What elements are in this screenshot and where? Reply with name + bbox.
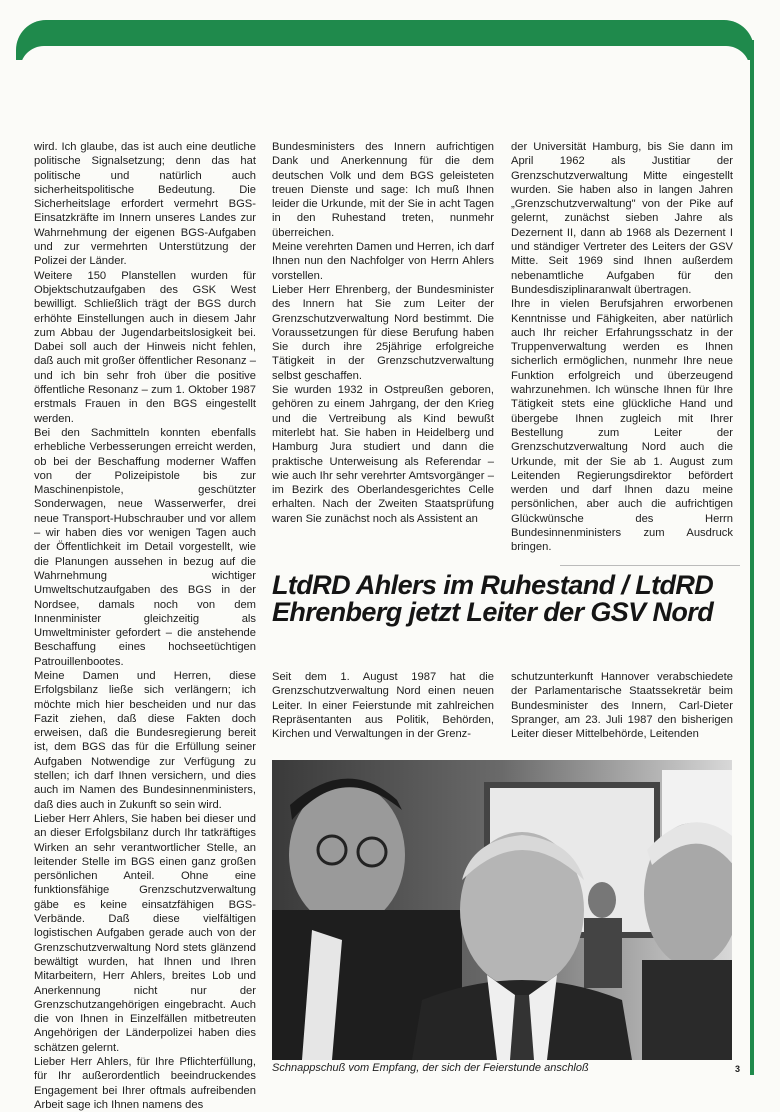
paragraph: der Universität Hamburg, bis Sie dann im April 1962 als Justitiar der Grenzschutzverwaltung Mitte eingestellt wurden. Sie haben also in langen Jahren „Grenzschutzverwaltung" von der Pike auf gelernt, zunächst sieben Jahre als Dezernent II, dann ab 1968 als Dezernent I und ständiger Vertreter des Leiters der GSV Mitte. Seit 1969 sind Ihnen außerdem nebenamtliche Aufgaben für den Bundesdisziplinaranwalt übertragen.: [511, 141, 733, 296]
paragraph: Lieber Herr Ehrenberg, der Bundesminister des Innern hat Sie zum Leiter der Grenzschutzverwaltung Nord bestimmt. Die Voraussetzungen für diese Berufung haben Sie durch ihre 25jährige erfolgreiche Tätigkeit in der Grenzschutzverwaltung selbst geschaffen.: [272, 283, 494, 382]
article-column-5: [511, 670, 733, 741]
paragraph: Lieber Herr Ahlers, Sie haben bei dieser und an dieser Erfolgsbilanz durch Ihr tatkräftiges Wirken an sehr verantwortlicher Stelle, an leitender Stelle im BGS einen ganz großen persönlichen Anteil. Ohne eine funktionsfähige Grenzschutzverwaltung gäbe es keine einsatzfähigen BGS-Verbände. Daß diese vielfältigen logistischen Aufgaben gerade auch von der Grenzschutzverwaltung Nord stets glänzend bewältigt wurden, hat Ihnen und Ihren Mitarbeitern, Herr Ahlers, breites Lob und Anerkennung nicht nur der Grenzschutzangehörigen eingebracht. Auch die von Ihnen in Einzelfällen mitbetreuten Angehörigen der Länderpolizei haben dies schätzen gelernt.: [34, 812, 256, 1054]
paragraph: Bundesministers des Innern aufrichtigen Dank und Anerkennung für die dem deutschen Volk und dem BGS geleisteten treuen Dienste und sage: Ich muß Ihnen leider die Urkunde, mit der Sie in acht Tagen in den Ruhestand treten, nunmehr überreichen.: [272, 141, 494, 239]
paragraph: Meine verehrten Damen und Herren, ich darf Ihnen nun den Nachfolger von Herrn Ahlers vorstellen.: [272, 241, 494, 282]
paragraph: schutzunterkunft Hannover verabschiedete der Parlamentarische Staatssekretär beim Bundesminister des Innern, Carl-Dieter Spranger, am 23. Juli 1987 den bisherigen Leiter dieser Mittelbehörde, Leitenden: [511, 671, 733, 741]
photo-caption: Schnappschuß vom Empfang, der sich der Feierstunde anschloß: [272, 1062, 589, 1074]
reception-photo: [272, 760, 732, 1060]
paragraph: Lieber Herr Ahlers, für Ihre Pflichterfüllung, für Ihr außerordentlich beeindruckendes Engagement bei Ihrer oftmals aufreibenden Arbeit sage ich Ihnen namens des: [34, 1056, 256, 1111]
divider: [560, 565, 740, 566]
article-column-1: [34, 140, 256, 1112]
paragraph: Meine Damen und Herren, diese Erfolgsbilanz ließe sich verlängern; ich möchte mich hier bescheiden und nur das Fazit ziehen, daß diese Fakten doch erweisen, daß die Bundesregierung bereit ist, dem BGS das für die Erfüllung seiner Aufgaben Notwendige zur Verfügung zu stellen; ich darf Ihnen versichern, und dies auch im Namen des Bundesinnenministers, daß dies auch in Zukunft so sein wird.: [34, 669, 256, 811]
paragraph: wird. Ich glaube, das ist auch eine deutliche politische Signalsetzung; denn das hat politische und natürlich auch sicherheitspolitische Bedeutung. Die Sicherheitslage erfordert vermehrt BGS-Einsatzkräfte im Innern unseres Landes zur Wahrnehmung der eigenen BGS-Aufgaben und zur vermehrten Unterstützung der Polizei der Länder.: [34, 141, 256, 268]
page-frame-inner: [20, 46, 750, 76]
paragraph: Bei den Sachmitteln konnten ebenfalls erhebliche Verbesserungen erreicht werden, ob bei der Beschaffung moderner Waffen von der Polizeipistole bis zur Maschinenpistole, geschützter Sonderwagen, neue Wasserwerfer, drei neue Transport-Hubschrauber und vor allem – wir haben dies vor wenigen Tagen auch der Öffentlichkeit im Detail vorgestellt, wie die Planungen aussehen in bezug auf die Wahrnehmung wichtiger Umweltschutzaufgaben des BGS in der Nordsee, damals noch von dem Innenminister gleichzeitig als Umweltminister gefordert – die anstehende Beschaffung eines hochseetüchtigen Patrouillenbootes.: [34, 426, 256, 668]
paragraph: Sie wurden 1932 in Ostpreußen geboren, gehören zu einem Jahrgang, der den Krieg und die Vertreibung als Kind bewußt miterlebt hat. Sie haben in Heidelberg und Hamburg Jura studiert und dann die praktische Unterweisung als Referendar – wie auch Ihr sehr verehrter Amtsvorgänger – im Bezirk des Oberlandesgerichtes Celle erhalten. Nach der Zweiten Staatsprüfung waren Sie zunächst noch als Assistent an: [272, 384, 494, 525]
article-headline: LtdRD Ahlers im Ruhestand / LtdRD Ehrenberg jetzt Leiter der GSV Nord: [272, 570, 714, 627]
article-column-4: [272, 670, 494, 741]
paragraph: Ihre in vielen Berufsjahren erworbenen Kenntnisse und Fähigkeiten, aber natürlich auch Ihr reicher Erfahrungsschatz in der Truppenverwaltung werden es Ihnen sicherlich ermöglichen, nunmehr Ihre neue Funktion erfolgreich und überzeugend wahrzunehmen. Ich wünsche Ihnen für Ihre Tätigkeit stets eine glückliche Hand und übergebe Ihnen zugleich mit Ihrer Bestellung zum Leiter der Grenzschutzverwaltung Nord auch die Urkunde, mit der Sie ab 1. August zum Leitenden Regierungsdirektor befördert werden und darf Ihnen dazu meine persönlichen, aber auch die aufrichtigen Glückwünsche des Herrn Bundesinnenministers zum Ausdruck bringen.: [511, 298, 733, 554]
page-number: 3: [735, 1064, 741, 1074]
paragraph: Seit dem 1. August 1987 hat die Grenzschutzverwaltung Nord einen neuen Leiter. In einer Feierstunde mit zahlreichen Repräsentanten aus Politik, Behörden, Kirchen und Verwaltungen in der Grenz-: [272, 671, 494, 741]
article-column-3: [511, 140, 733, 555]
page-frame-right: [750, 40, 754, 1075]
paragraph: Weitere 150 Planstellen wurden für Objektschutzaufgaben des GSK West bewilligt. Schließlich trägt der BGS durch erhöhte Einstellungen auch in diesem Jahr zum Abbau der Jugendarbeitslosigkeit bei. Dabei soll auch der Hinweis nicht fehlen, daß auch mit großer öffentlicher Resonanz – und ich bin sehr froh über die positive öffentliche Resonanz – zum 1. Oktober 1987 erstmals Frauen in den BGS eingestellt werden.: [34, 269, 256, 425]
article-column-2: [272, 140, 494, 526]
